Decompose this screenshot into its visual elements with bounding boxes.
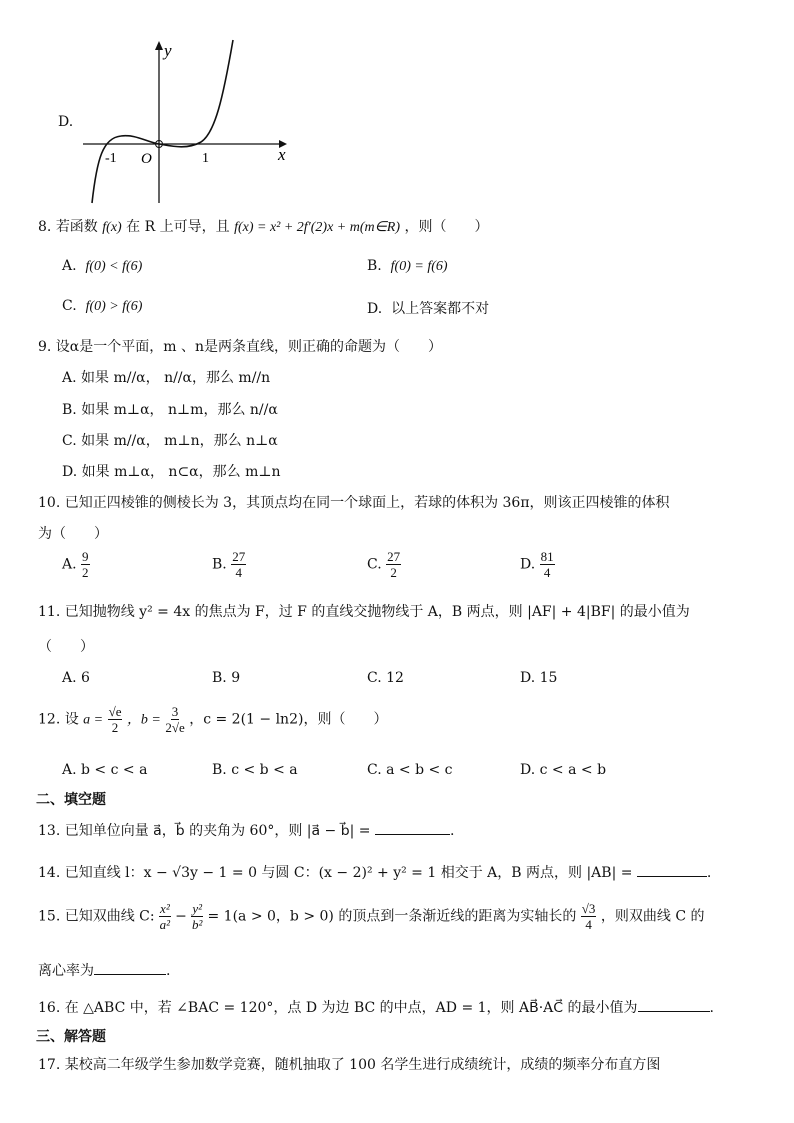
q9-option-d: D. 如果 m⊥α， n⊂α，那么 m⊥n [62, 464, 281, 480]
question-11-line1: 11. 已知抛物线 y² = 4x 的焦点为 F，过 F 的直线交抛物线于 A，B 两点，则 |AF| + 4|BF| 的最小值为 [38, 604, 690, 620]
question-9-stem: 9. 设α是一个平面，m 、n是两条直线，则正确的命题为（ ） [38, 339, 443, 355]
q15-answer-blank[interactable] [94, 974, 166, 975]
question-11-line2: （ ） [38, 639, 94, 655]
tick-label-one: 1 [202, 151, 209, 166]
q8-option-d: D. 以上答案都不对 [367, 301, 490, 317]
q12-option-a: A. b < c < a [62, 762, 148, 778]
question-17: 17. 某校高二年级学生参加数学竞赛，随机抽取了 100 名学生进行成绩统计，成绩的频率分布直方图 [38, 1057, 661, 1073]
cubic-graph [75, 38, 305, 208]
tick-label-neg-one: -1 [105, 151, 117, 166]
question-14: 14. 已知直线 l：x − √3y − 1 = 0 与圆 C：(x − 2)² + y² = 1 相交于 A，B 两点，则 |AB| = . [38, 865, 712, 881]
y-axis-arrow [155, 41, 163, 50]
q8-formula: f(x) = x² + 2f′(2)x + m(m∈R) [234, 220, 401, 235]
y-axis-label: y [164, 41, 172, 60]
q10-option-b: B. $\frac{27}{4}$ [212, 549, 246, 580]
q8-option-c: C. f(0) > f(6) [62, 298, 143, 314]
section-2-heading: 二、填空题 [36, 792, 106, 808]
question-15-line1: 15. 已知双曲线 C: $\frac{\text{x²}}{\text{a²}}$ − $\frac{\text{y²}}{\text{b²}}$ = 1(a > 0，b > 0) 的顶点到一条渐近线的距离为实轴长的 $\frac{√3}{4}$ ，则双曲线 C 的 [38, 901, 705, 932]
q8-number: 8. [38, 219, 52, 235]
question-13: 13. 已知单位向量 a⃗，b⃗ 的夹角为 60°，则 |a⃗ − b⃗| = . [38, 823, 455, 839]
q9-option-b: B. 如果 m⊥α， n⊥m，那么 n//α [62, 402, 278, 418]
q11-option-a: A. 6 [62, 670, 90, 686]
question-16: 16. 在 △ABC 中，若 ∠BAC = 120°，点 D 为边 BC 的中点，AD = 1，则 AB⃗·AC⃗ 的最小值为 . [38, 1000, 714, 1016]
origin-label: O [141, 151, 152, 167]
section-3-heading: 三、解答题 [36, 1029, 106, 1045]
x-axis-label: x [278, 145, 286, 164]
q10-option-c: C. $\frac{27}{2}$ [367, 549, 401, 580]
q12-option-c: C. a < b < c [367, 762, 453, 778]
q13-answer-blank[interactable] [375, 834, 450, 835]
question-10-line1: 10. 已知正四棱锥的侧棱长为 3，其顶点均在同一个球面上，若球的体积为 36π，则该正四棱锥的体积 [38, 495, 670, 511]
function-curve [92, 40, 233, 203]
q8-stem-b: 在 R 上可导，且 [126, 219, 230, 235]
q8-stem-a: 若函数 [55, 219, 98, 235]
q9-option-a: A. 如果 m//α， n//α，那么 m//n [62, 370, 271, 386]
q14-answer-blank[interactable] [637, 876, 707, 877]
q8-stem-c: ，则（ ） [404, 219, 489, 235]
question-8-stem [38, 216, 488, 236]
q8-fx: f(x) [102, 220, 122, 235]
q10-option-a: A. $\frac{9}{2}$ [62, 549, 89, 580]
q10-option-d: D. $\frac{81}{4}$ [520, 549, 554, 580]
q16-answer-blank[interactable] [638, 1011, 710, 1012]
q11-option-b: B. 9 [212, 670, 241, 686]
q11-option-c: C. 12 [367, 670, 404, 686]
question-15-line2: 离心率为 . [38, 963, 171, 979]
q12-option-d: D. c < a < b [520, 762, 607, 778]
q8-option-b: B. f(0) = f(6) [367, 258, 448, 274]
q11-option-d: D. 15 [520, 670, 558, 686]
q12-option-b: B. c < b < a [212, 762, 298, 778]
question-12-stem: 12. 设 a = $\frac{√e}{2}$ ，b = $\frac{3}{2√e}$ ，c = 2(1 − ln2)，则（ ） [38, 704, 388, 735]
question-10-line2: 为（ ） [38, 526, 108, 542]
q8-option-a: A. f(0) < f(6) [62, 258, 143, 274]
q9-option-c: C. 如果 m//α， m⊥n，那么 n⊥α [62, 433, 278, 449]
graph-option-label: D. [58, 114, 74, 130]
